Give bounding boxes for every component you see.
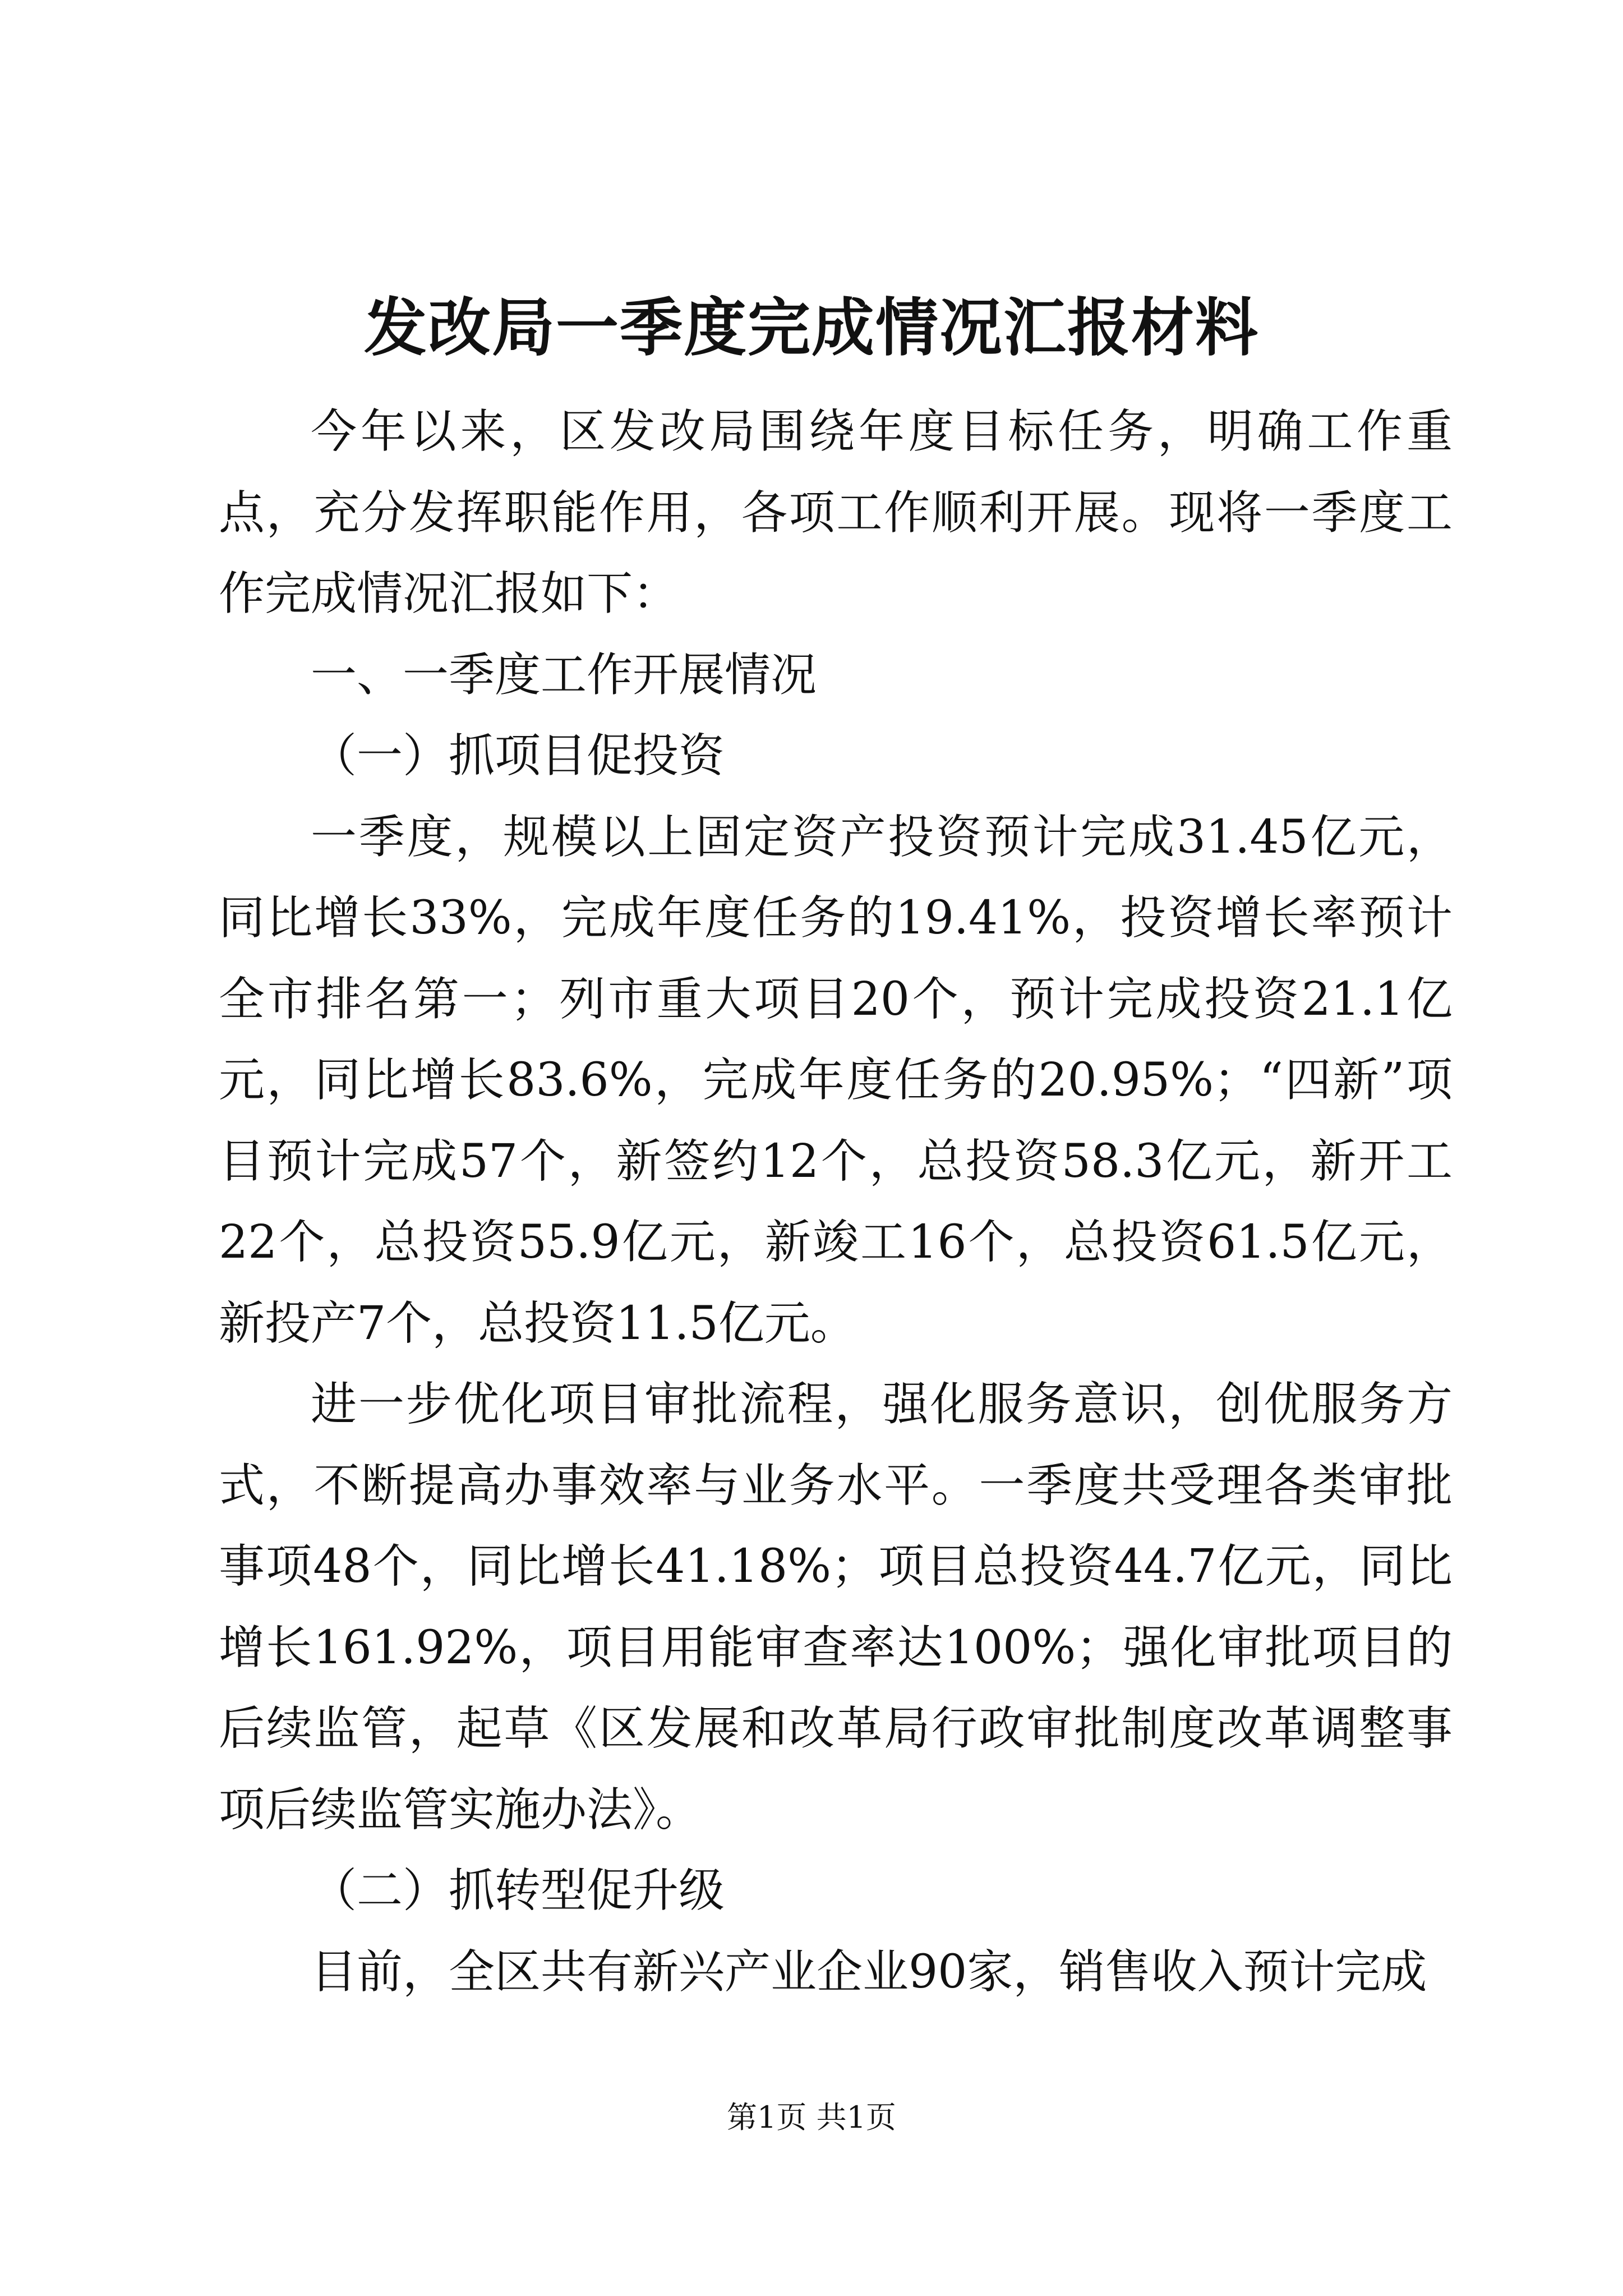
subsection-heading-2: （二）抓转型促升级 bbox=[311, 1864, 725, 1917]
paragraph-approval: 进一步优化项目审批流程，强化服务意识，创优服务方式，不断提高办事效率与业务水平。一季度共受理各类审批事项48个，同比增长41.18%；项目总投资44.7亿元，同比增长161.92%，项目用能审查率达100%；强化审批项目的后续监管，起草《区发展和改革局行政审批制度改革调整事项后续监管实施办法》。 bbox=[219, 1378, 1453, 1837]
paragraph-industry: 目前，全区共有新兴产业企业90家，销售收入预计完成 bbox=[311, 1945, 1427, 1999]
document-body bbox=[219, 392, 1453, 2013]
paragraph-investment: 一季度，规模以上固定资产投资预计完成31.45亿元，同比增长33%，完成年度任务的19.41%，投资增长率预计全市排名第一；列市重大项目20个，预计完成投资21.1亿元，同比增长83.6%，完成年度任务的20.95%；“四新”项目预计完成57个，新签约12个，总投资58.3亿元，新开工22个，总投资55.9亿元，新竣工16个，总投资61.5亿元，新投产7个，总投资11.5亿元。 bbox=[219, 810, 1453, 1350]
subsection-heading-1: （一）抓项目促投资 bbox=[311, 729, 725, 783]
page-footer: 第1页 共1页 bbox=[727, 2100, 896, 2135]
paragraph-intro: 今年以来，区发改局围绕年度目标任务，明确工作重点，充分发挥职能作用，各项工作顺利开展。现将一季度工作完成情况汇报如下： bbox=[219, 405, 1453, 620]
section-heading-1: 一、一季度工作开展情况 bbox=[311, 648, 817, 702]
document-title: 发改局一季度完成情况汇报材料 bbox=[364, 291, 1259, 365]
